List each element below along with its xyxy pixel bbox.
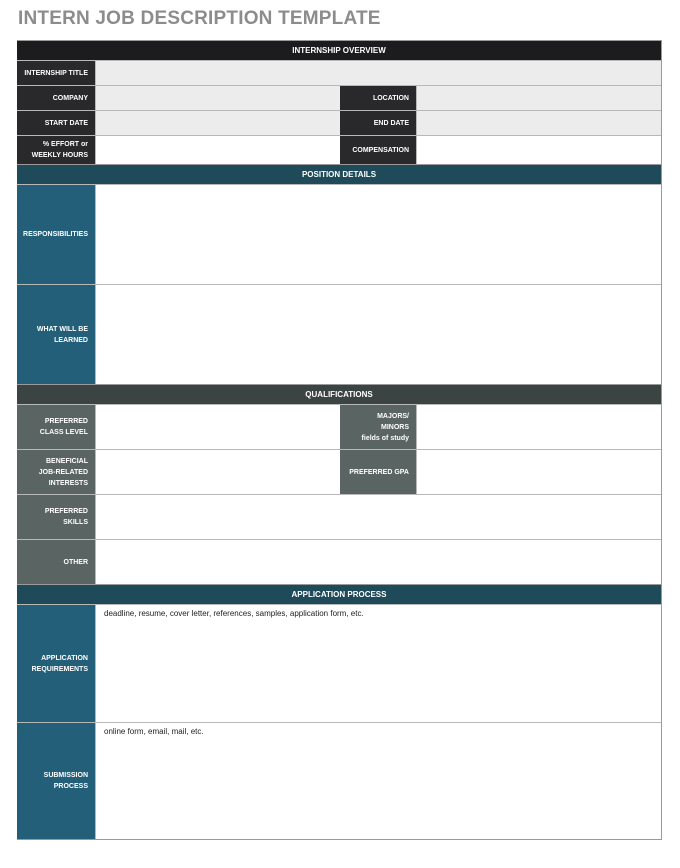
row-dates: [17, 110, 661, 135]
label-preferred-skills: PREFERRED SKILLS: [17, 495, 95, 539]
row-what-will-be-learned: [17, 284, 661, 384]
label-compensation: COMPENSATION: [340, 136, 416, 164]
beneficial-interests-field[interactable]: [95, 450, 340, 494]
section-header-internship-overview: INTERNSHIP OVERVIEW: [17, 40, 661, 60]
label-what-will-be-learned: WHAT WILL BE LEARNED: [17, 285, 95, 384]
label-preferred-class-level: PREFERRED CLASS LEVEL: [17, 405, 95, 449]
row-application-requirements: [17, 604, 661, 722]
row-responsibilities: [17, 184, 661, 284]
row-company-location: [17, 85, 661, 110]
end-date-field[interactable]: [416, 111, 661, 135]
label-preferred-gpa: PREFERRED GPA: [340, 450, 416, 494]
label-other: OTHER: [17, 540, 95, 584]
label-internship-title: INTERNSHIP TITLE: [17, 61, 95, 85]
row-internship-title: [17, 60, 661, 85]
application-requirements-hint: deadline, resume, cover letter, references, samples, application form, etc.: [104, 609, 364, 618]
row-interests-gpa: [17, 449, 661, 494]
internship-title-field[interactable]: [95, 61, 661, 85]
label-responsibilities: RESPONSIBILITIES: [17, 185, 95, 284]
start-date-field[interactable]: [95, 111, 340, 135]
label-majors-minors: MAJORS/ MINORS fields of study: [340, 405, 416, 449]
section-header-qualifications: QUALIFICATIONS: [17, 384, 661, 404]
label-effort: % EFFORT or WEEKLY HOURS: [17, 136, 95, 164]
preferred-skills-field[interactable]: [95, 495, 661, 539]
submission-process-field[interactable]: [95, 723, 661, 839]
majors-minors-field[interactable]: [416, 405, 661, 449]
company-field[interactable]: [95, 86, 340, 110]
effort-field[interactable]: [95, 136, 340, 164]
label-beneficial-interests: BENEFICIAL JOB-RELATED INTERESTS: [17, 450, 95, 494]
label-submission-process: SUBMISSION PROCESS: [17, 723, 95, 839]
row-class-level-majors: [17, 404, 661, 449]
row-preferred-skills: [17, 494, 661, 539]
what-will-be-learned-field[interactable]: [95, 285, 661, 384]
job-description-form: [17, 40, 662, 840]
other-field[interactable]: [95, 540, 661, 584]
label-start-date: START DATE: [17, 111, 95, 135]
responsibilities-field[interactable]: [95, 185, 661, 284]
section-header-position-details: POSITION DETAILS: [17, 164, 661, 184]
label-company: COMPANY: [17, 86, 95, 110]
application-requirements-field[interactable]: [95, 605, 661, 722]
row-effort-compensation: [17, 135, 661, 164]
label-end-date: END DATE: [340, 111, 416, 135]
preferred-gpa-field[interactable]: [416, 450, 661, 494]
section-header-application-process: APPLICATION PROCESS: [17, 584, 661, 604]
label-application-requirements: APPLICATION REQUIREMENTS: [17, 605, 95, 722]
row-submission-process: [17, 722, 661, 839]
row-other: [17, 539, 661, 584]
page-title: INTERN JOB DESCRIPTION TEMPLATE: [18, 8, 381, 29]
submission-process-hint: online form, email, mail, etc.: [104, 727, 204, 736]
compensation-field[interactable]: [416, 136, 661, 164]
preferred-class-level-field[interactable]: [95, 405, 340, 449]
location-field[interactable]: [416, 86, 661, 110]
label-location: LOCATION: [340, 86, 416, 110]
